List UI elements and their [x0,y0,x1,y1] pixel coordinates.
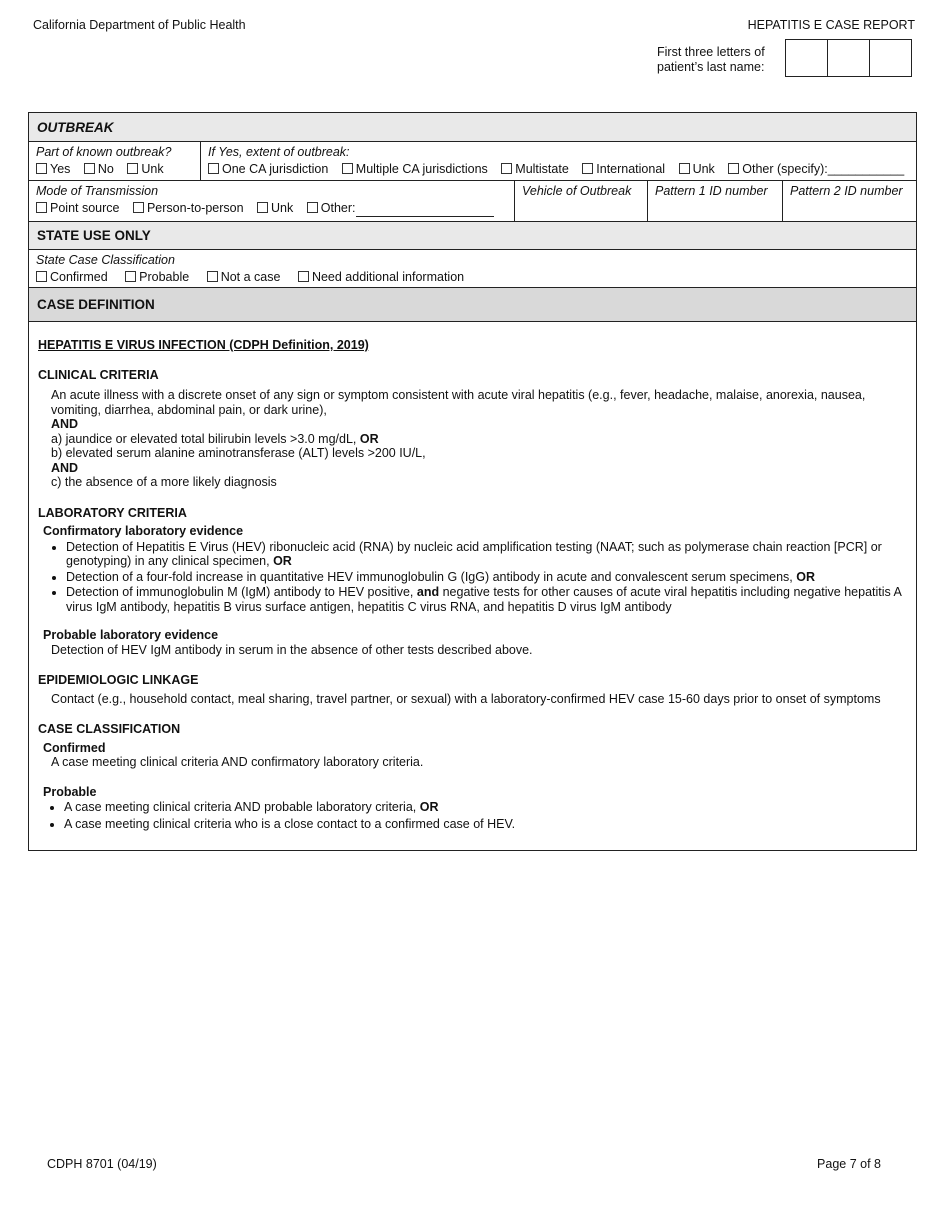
mode-other[interactable]: Other: [307,201,494,215]
checkbox-icon [207,271,218,282]
checkbox-icon [728,163,739,174]
pattern2-label: Pattern 2 ID number [790,184,903,198]
checkbox-icon [125,271,136,282]
outbreak-title: OUTBREAK [37,119,114,135]
case-classification-title: CASE CLASSIFICATION [38,722,181,736]
clinical-criteria-text: An acute illness with a discrete onset of any sign or symptom consistent with acute viral hepatitis (e.g., fever, headache, malaise, anorexia, nausea, vomiting, diarrhea, abdominal pain, or dark urine), AND a) jaundice or elevated total bilirubin levels >3.0 mg/dL, OR b) elevated serum alanine aminotransferase (ALT) levels >200 IU/L, AND c) the absence of a more likely diagnosis [51,388,866,489]
pattern1-label: Pattern 1 ID number [655,184,768,198]
checkbox-icon [84,163,95,174]
mode-person-to-person[interactable]: Person-to-person [133,201,244,215]
extent-other[interactable]: Other (specify):___________ [728,162,904,176]
outbreak-row-1 [29,142,916,181]
checkbox-icon [257,202,268,213]
probable-title: Probable [43,784,97,799]
outbreak-section-header [29,113,916,142]
checkbox-icon [208,163,219,174]
probable-lab-text: Detection of HEV IgM antibody in serum in the absence of other tests described above. [51,642,533,657]
list-item: • Detection of immunoglobulin M (IgM) antibody to HEV positive, and negative tests for other causes of acute viral hepatitis including negative hepatitis A virus IgM antibody, hepatitis B virus surface antigen, hepatitis C virus RNA, and hepatitis D virus IgM antibody [66,585,907,614]
checkbox-icon [679,163,690,174]
extent-multiple-ca[interactable]: Multiple CA jurisdictions [342,162,488,176]
confirmed-title: Confirmed [43,740,106,755]
checkbox-icon [501,163,512,174]
extent-other-field[interactable]: ___________ [827,162,905,176]
initial-box-2[interactable] [828,40,870,76]
page-number: Page 7 of 8 [817,1157,881,1171]
list-item: • A case meeting clinical criteria who is a close contact to a confirmed case of HEV. [64,817,907,832]
list-item: • A case meeting clinical criteria AND probable laboratory criteria, OR [64,800,907,815]
known-outbreak-label: Part of known outbreak? [36,145,172,159]
list-item: • Detection of a four-fold increase in quantitative HEV immunoglobulin G (IgG) antibody in acute and convalescent serum specimens, OR [66,570,907,585]
known-outbreak-unk[interactable]: Unk [127,162,163,176]
initial-box-3[interactable] [870,40,911,76]
initials-label: First three letters of patient’s last name: [657,45,765,74]
extent-label: If Yes, extent of outbreak: [208,145,350,159]
pattern1-cell[interactable] [647,181,782,221]
state-use-header [29,222,916,250]
confirmatory-title: Confirmatory laboratory evidence [43,524,244,538]
case-report-form [28,112,917,851]
initial-box-1[interactable] [786,40,828,76]
checkbox-icon [582,163,593,174]
confirmed-text: A case meeting clinical criteria AND confirmatory laboratory criteria. [51,755,424,769]
extent-cell [200,142,916,180]
checkbox-icon [36,202,47,213]
state-classification-cell [29,250,916,287]
extent-one-ca[interactable]: One CA jurisdiction [208,162,328,176]
checkbox-icon [36,163,47,174]
case-definition-title: CASE DEFINITION [37,297,155,312]
epi-linkage-title: EPIDEMIOLOGIC LINKAGE [38,673,199,687]
lab-criteria-title: LABORATORY CRITERIA [38,505,187,520]
form-number: CDPH 8701 (04/19) [47,1157,157,1171]
vehicle-label: Vehicle of Outbreak [522,184,632,198]
epi-linkage-text: Contact (e.g., household contact, meal sharing, travel partner, or sexual) with a laboratory-confirmed HEV case 15-60 days prior to onset of symptoms [51,691,881,706]
department-name: California Department of Public Health [33,18,246,32]
classification-probable[interactable]: Probable [125,270,189,284]
case-definition-header [29,288,916,322]
outbreak-row-2 [29,181,916,222]
initials-boxes [785,39,912,77]
checkbox-icon [36,271,47,282]
checkbox-icon [298,271,309,282]
classification-not-a-case[interactable]: Not a case [207,270,281,284]
case-definition-body-row [29,322,916,850]
extent-international[interactable]: International [582,162,665,176]
checkbox-icon [133,202,144,213]
known-outbreak-no[interactable]: No [84,162,114,176]
known-outbreak-cell [29,142,200,180]
state-use-title: STATE USE ONLY [37,228,151,243]
known-outbreak-yes[interactable]: Yes [36,162,70,176]
classification-need-info[interactable]: Need additional information [298,270,464,284]
pattern2-cell[interactable] [782,181,916,221]
mode-unk[interactable]: Unk [257,201,293,215]
confirmatory-list [38,540,907,615]
case-definition-body [29,322,916,850]
classification-confirmed[interactable]: Confirmed [36,270,108,284]
report-title: HEPATITIS E CASE REPORT [747,18,915,32]
mode-point-source[interactable]: Point source [36,201,119,215]
clinical-criteria-title: CLINICAL CRITERIA [38,367,159,382]
probable-list [38,800,907,831]
checkbox-icon [342,163,353,174]
extent-multistate[interactable]: Multistate [501,162,569,176]
definition-heading: HEPATITIS E VIRUS INFECTION (CDPH Definition, 2019) [38,338,369,352]
vehicle-cell[interactable] [514,181,647,221]
state-classification-row [29,250,916,288]
mode-other-field[interactable] [356,204,494,217]
extent-unk[interactable]: Unk [679,162,715,176]
probable-lab-title: Probable laboratory evidence [43,628,219,642]
checkbox-icon [307,202,318,213]
mode-cell [29,181,514,221]
list-item: • Detection of Hepatitis E Virus (HEV) ribonucleic acid (RNA) by nucleic acid amplification testing (NAAT; such as polymerase chain reaction [PCR] or genotyping) in any clinical specimen, OR [66,540,907,569]
mode-label: Mode of Transmission [36,184,159,198]
checkbox-icon [127,163,138,174]
state-classification-label: State Case Classification [36,253,175,267]
